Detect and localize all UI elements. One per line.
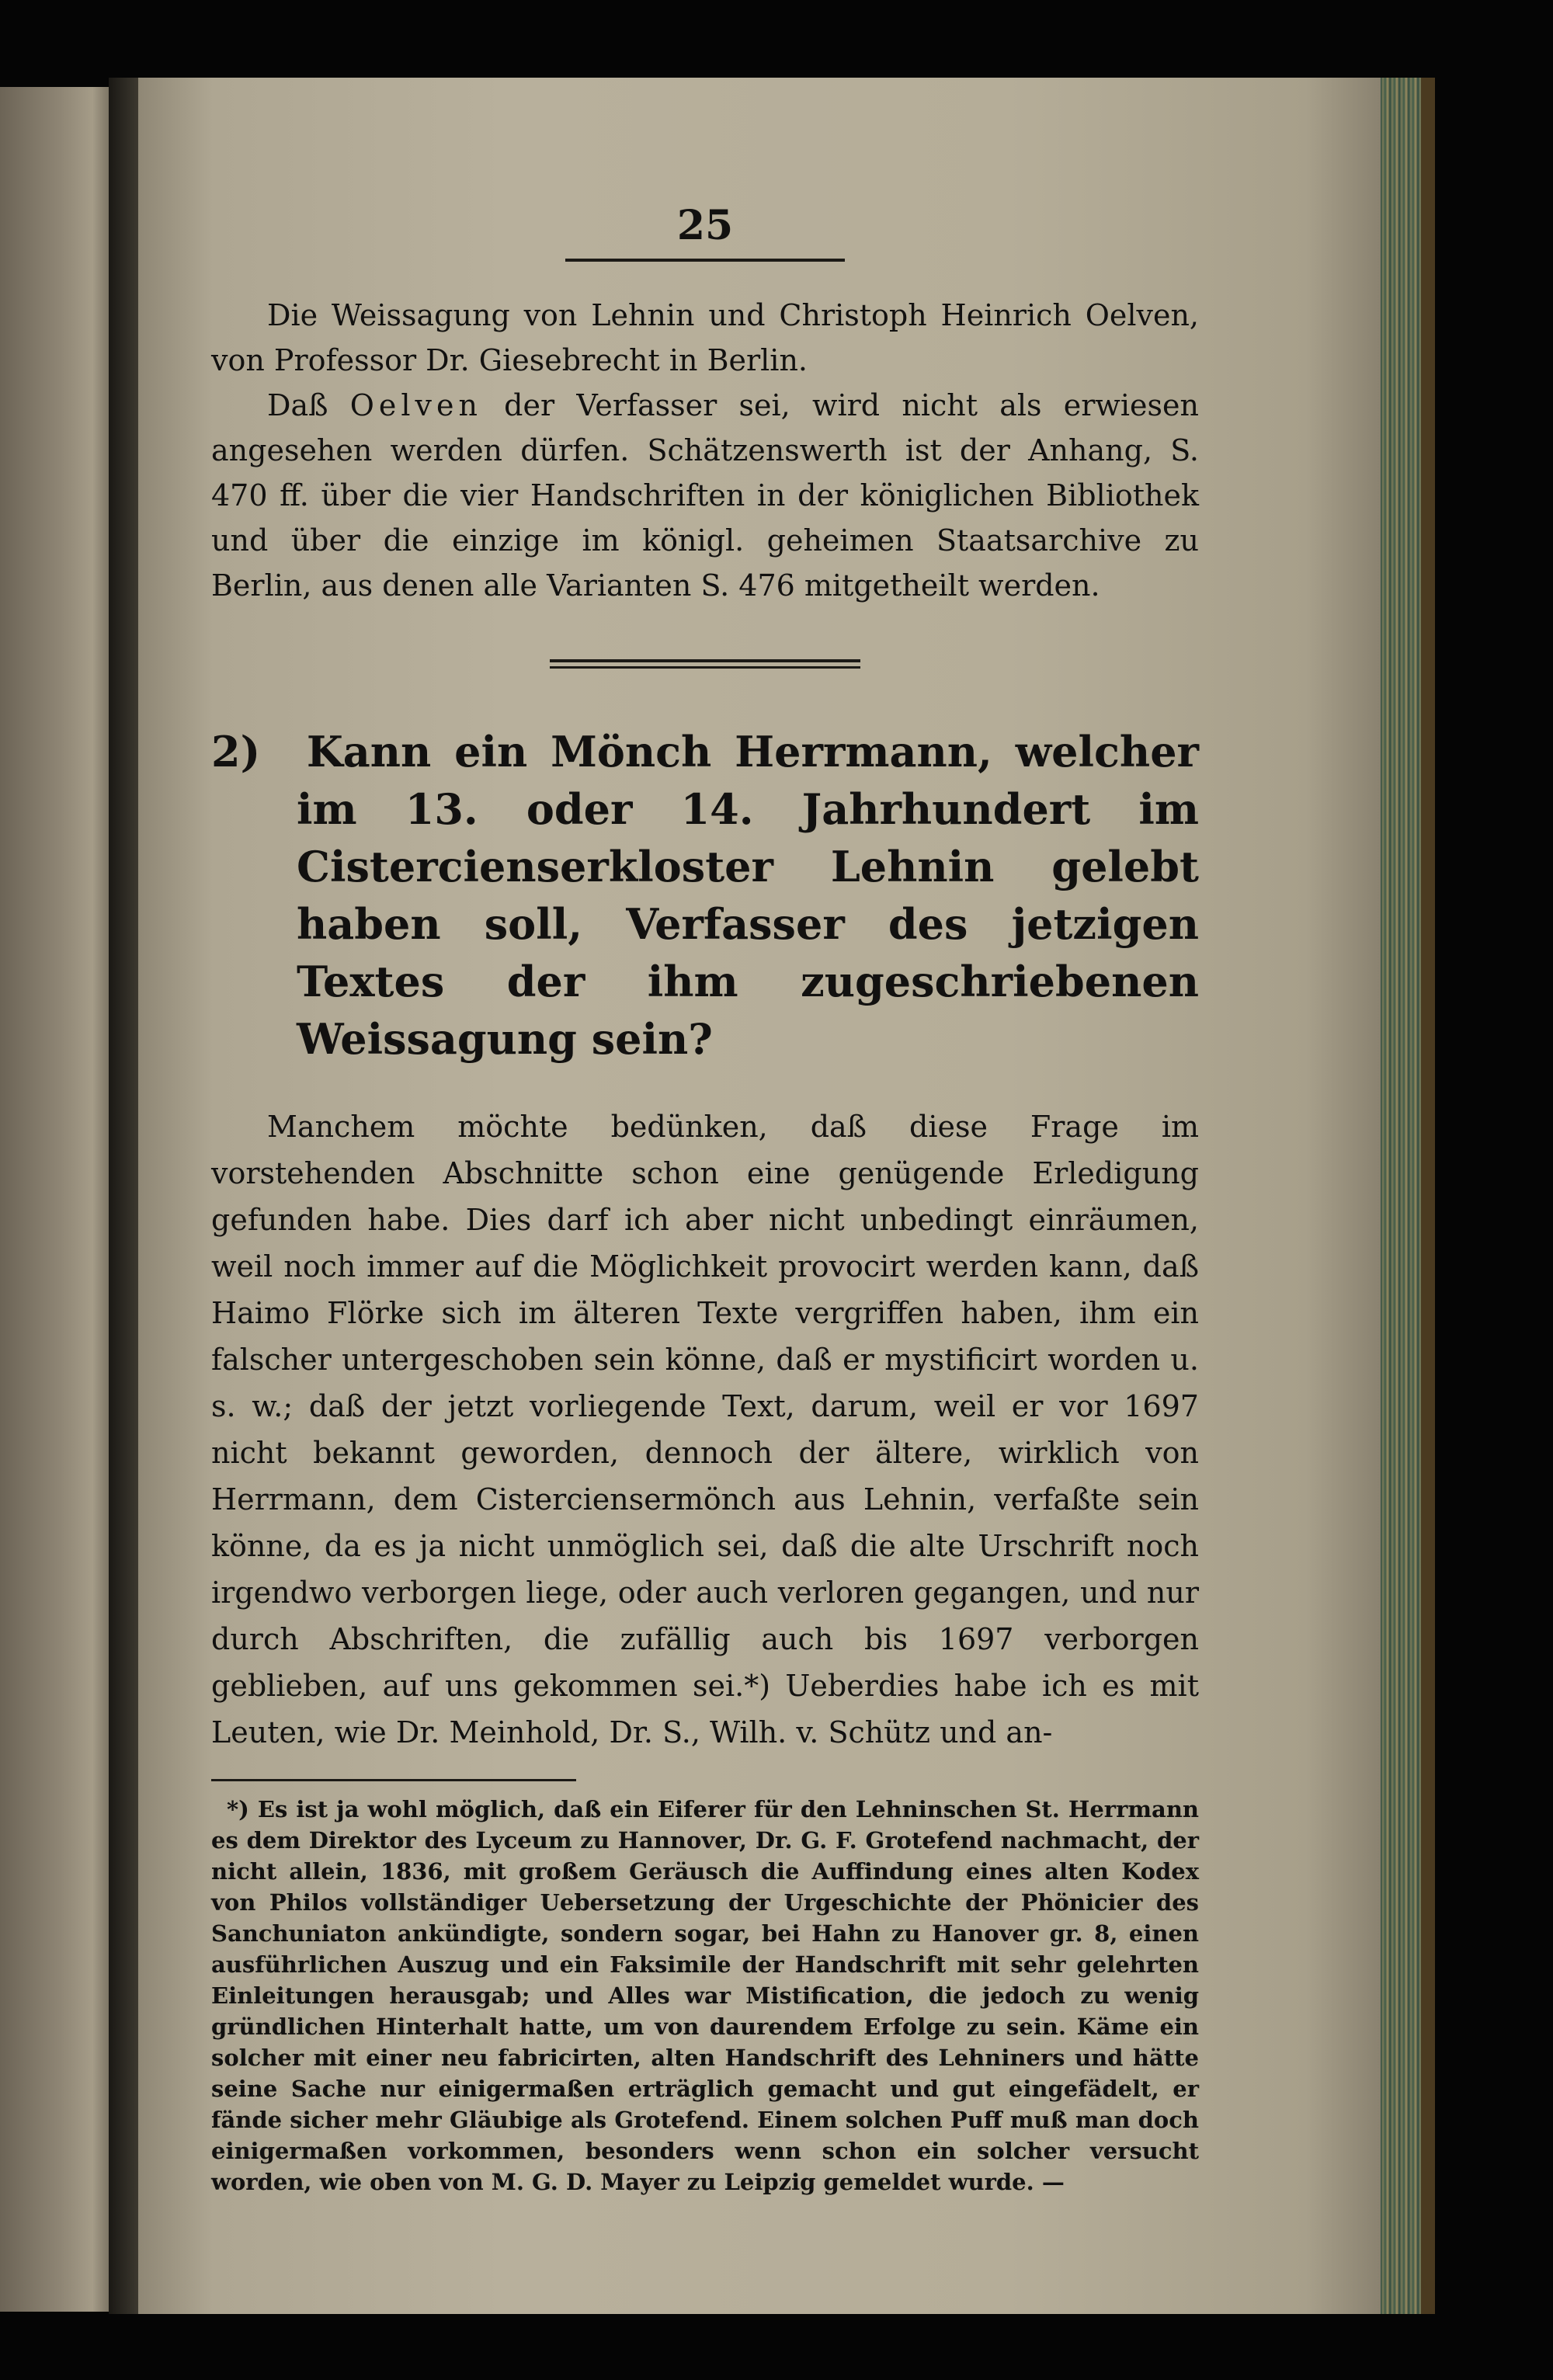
header-rule xyxy=(565,259,845,262)
previous-page-edge xyxy=(0,87,109,2312)
cover-edge xyxy=(1421,78,1435,2314)
intro-paragraph-2 xyxy=(211,383,1199,608)
section-heading xyxy=(211,723,1199,1068)
intro-paragraph-2-pre: Daß xyxy=(267,388,350,422)
section-title: Kann ein Mönch Herrmann, welcher im 13. oder 14. Jahrhundert im Cistercienserkloster Lehnin gelebt haben soll, Verfasser des jetzigen Textes der ihm zugeschriebenen Weissagung sein? xyxy=(297,727,1200,1064)
intro-paragraph-1: Die Weissagung von Lehnin und Christoph Heinrich Oelven, von Professor Dr. Giesebrecht in Berlin. xyxy=(211,298,1199,377)
section-number: 2) xyxy=(211,727,261,777)
footnote-rule xyxy=(211,1779,576,1781)
book-gutter xyxy=(109,78,138,2314)
page-number: 25 xyxy=(676,202,734,249)
intro-paragraph-2-post: der Verfasser sei, wird nicht als erwiesen angesehen werden dürfen. Schätzenswerth ist der Anhang, S. 470 ff. über die vier Handschriften in der königlichen Bibliothek und über die einzige im königl. geheimen Staatsarchive zu Berlin, aus denen alle Varianten S. 476 mitgetheilt werden. xyxy=(211,388,1199,603)
author-name-spaced: Oelven xyxy=(349,388,482,422)
page-content xyxy=(211,202,1199,2198)
body-paragraph: Manchem möchte bedünken, daß diese Frage im vorstehenden Abschnitte schon eine genügende Erledigung gefunden habe. Dies darf ich aber nicht unbedingt einräumen, weil noch immer auf die Möglichkeit provocirt werden kann, daß Haimo Flörke sich im älteren Texte vergriffen haben, ihm ein falscher untergeschoben sein könne, daß er mystificirt worden u. s. w.; daß der jetzt vorliegende Text, darum, weil er vor 1697 nicht bekannt geworden, dennoch der ältere, wirklich von Herrmann, dem Cisterciensermönch aus Lehnin, verfaßte sein könne, da es ja nicht unmöglich sei, daß die alte Urschrift noch irgendwo verborgen liege, oder auch verloren gegangen, und nur durch Abschriften, die zufällig auch bis 1697 verborgen geblieben, auf uns gekommen sei.*) Ueberdies habe ich es mit Leuten, wie Dr. Meinhold, Dr. S., Wilh. v. Schütz und an- xyxy=(211,1110,1199,1749)
footnote: *) Es ist ja wohl möglich, daß ein Eiferer für den Lehninschen St. Herrmann es dem Direktor des Lyceum zu Hannover, Dr. G. F. Grotefend nachmacht, der nicht allein, 1836, mit großem Geräusch die Auffindung eines alten Kodex von Philos vollständiger Uebersetzung der Urgeschichte der Phönicier des Sanchuniaton ankündigte, sondern sogar, bei Hahn zu Hanover gr. 8, einen ausführlichen Auszug und ein Faksimile der Handschrift mit sehr gelehrten Einleitungen herausgab; und Alles war Mistification, die jedoch zu wenig gründlichen Hinterhalt hatte, um von daurendem Erfolge zu sein. Käme ein solcher mit einer neu fabricirten, alten Handschrift des Lehniners und hätte seine Sache nur einigermaßen erträglich gemacht und gut eingefädelt, er fände sicher mehr Gläubige als Grotefend. Einem solchen Puff muß man doch einigermaßen vorkommen, besonders wenn schon ein solcher versucht worden, wie oben von M. G. D. Mayer zu Leipzig gemeldet wurde. — xyxy=(211,1796,1199,2195)
section-divider xyxy=(550,659,860,669)
marbled-page-edge xyxy=(1381,78,1421,2314)
